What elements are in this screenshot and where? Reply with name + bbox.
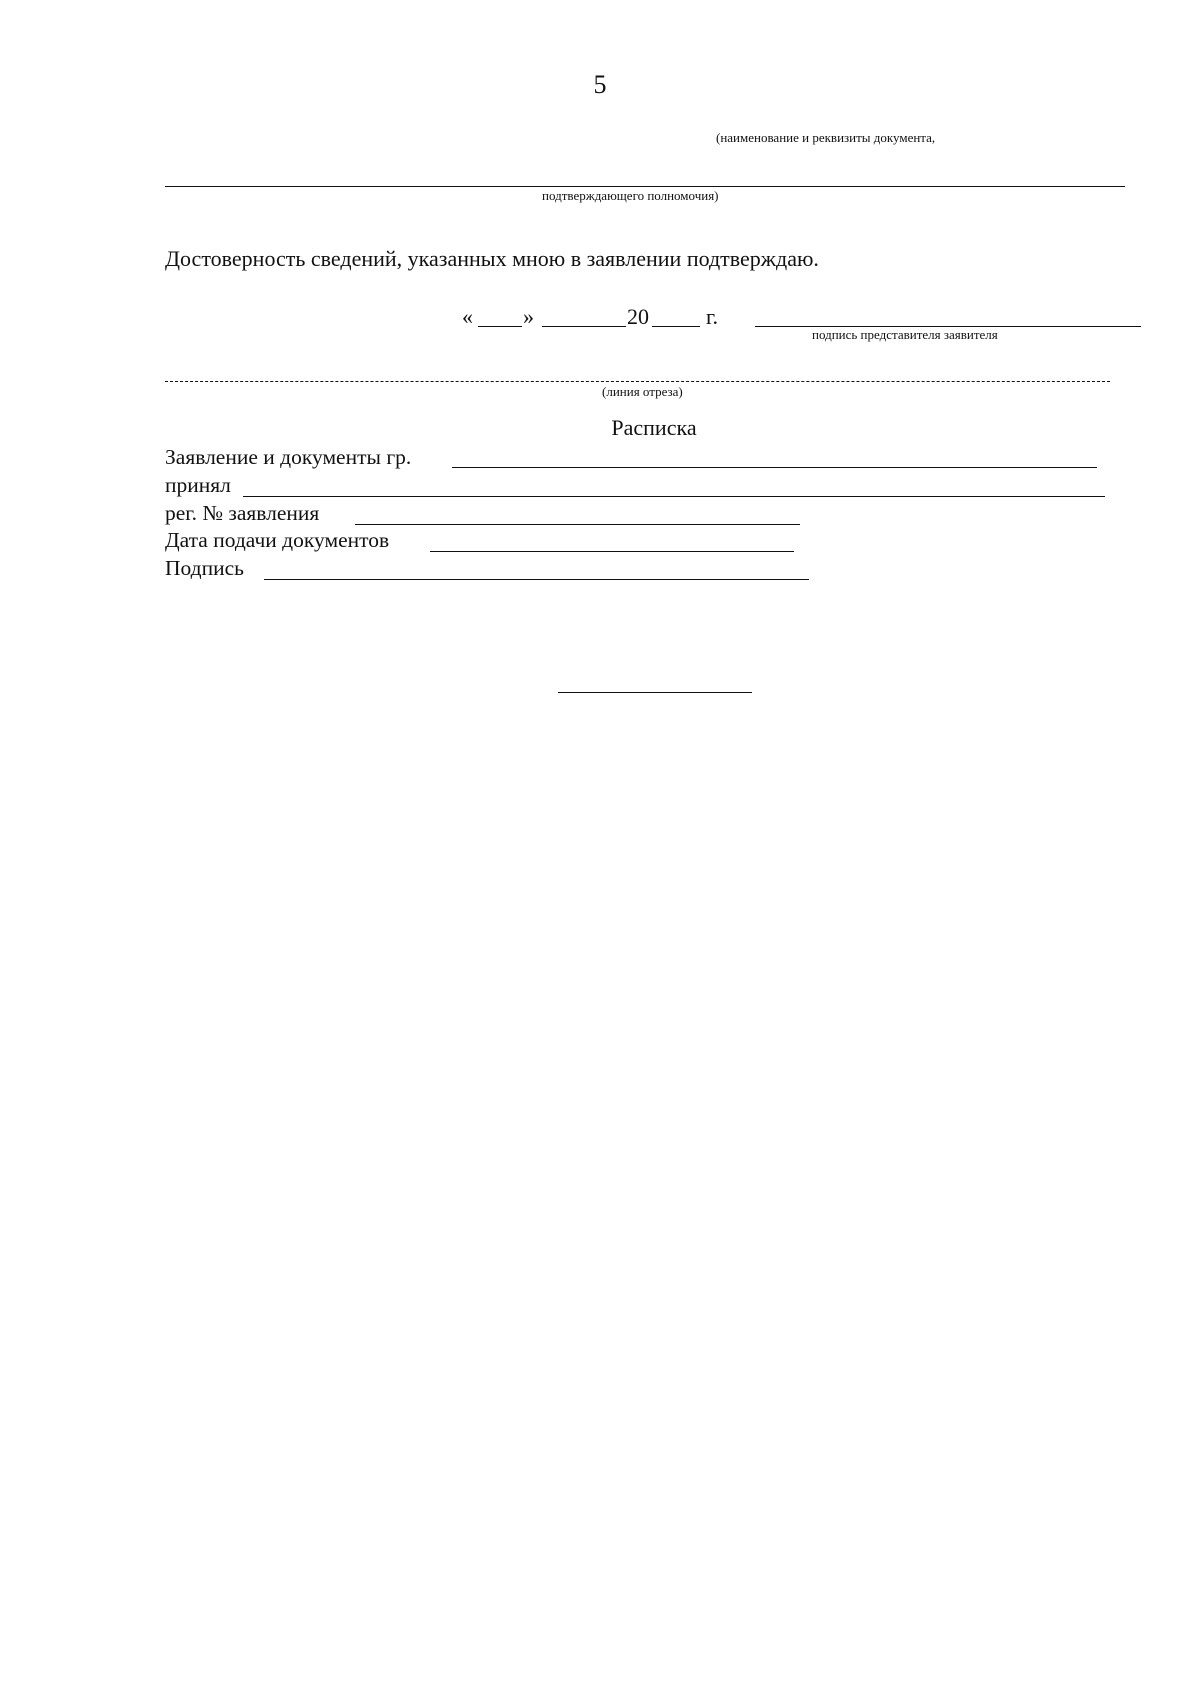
submission-date-field[interactable]: [430, 551, 794, 552]
receipt-signature-field[interactable]: [264, 579, 809, 580]
confirmation-statement: Достоверность сведений, указанных мною в заявлении подтверждаю.: [165, 246, 819, 271]
year-field[interactable]: [652, 326, 700, 327]
submission-date-label: Дата подачи документов: [165, 528, 390, 552]
cut-line: [165, 381, 1110, 382]
document-caption-line1: (наименование и реквизиты документа,: [716, 130, 936, 145]
cut-line-label: (линия отреза): [598, 384, 687, 400]
applicant-name-field[interactable]: [452, 467, 1097, 468]
receipt-title: Расписка: [611, 415, 697, 440]
reg-number-label: рег. № заявления: [165, 501, 320, 525]
page-number: 5: [593, 70, 607, 99]
end-rule: [558, 692, 752, 693]
signature-label: Подпись: [165, 556, 244, 580]
signature-caption: подпись представителя заявителя: [812, 327, 998, 342]
date-open-quote: «: [462, 304, 473, 329]
document-details-line[interactable]: [165, 186, 1125, 187]
document-caption-line2: подтверждающего полномочия): [542, 188, 719, 203]
day-field[interactable]: [478, 326, 522, 327]
accepted-by-label: принял: [165, 473, 231, 497]
applicant-label: Заявление и документы гр.: [165, 445, 412, 469]
month-field[interactable]: [542, 326, 626, 327]
year-suffix: г.: [706, 304, 719, 329]
date-close-quote: »: [523, 304, 534, 329]
reg-number-field[interactable]: [355, 524, 800, 525]
year-prefix: 20: [627, 304, 649, 329]
accepted-by-field[interactable]: [243, 496, 1105, 497]
